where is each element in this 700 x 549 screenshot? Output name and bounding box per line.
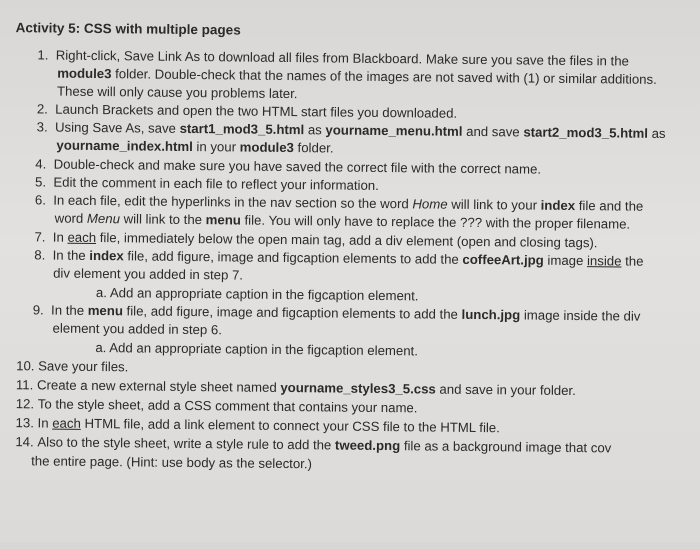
item-1-line-1: 1. Right-click, Save Link As to download all files from Blackboard. Make sure you save the files in the xyxy=(37,47,630,69)
item-6-line-2: word Menu will link to the menu file. You will only have to replace the ??? with the proper filename. xyxy=(54,210,631,232)
item-13: 13. In each HTML file, add a link element to connect your CSS file to the HTML file. xyxy=(15,415,500,436)
item-8-sub-a: a. Add an appropriate caption in the figcaption element. xyxy=(95,285,419,304)
item-14-line-2: the entire page. (Hint: use body as the selector.) xyxy=(31,453,313,472)
item-12: 12. To the style sheet, add a CSS comment that contains your name. xyxy=(15,396,418,416)
item-9-line-2: element you added in step 6. xyxy=(52,320,222,338)
item-4: 4. Double-check and make sure you have saved the correct file with the correct name. xyxy=(35,156,542,177)
item-9-line-1: 9. In the menu file, add figure, image and figcaption elements to add the lunch.jpg image inside the div xyxy=(32,302,641,324)
activity-title: Activity 5: CSS with multiple pages xyxy=(15,20,241,38)
item-11: 11. Create a new external style sheet named yourname_styles3_5.css and save in your folder. xyxy=(15,377,576,399)
item-3-line-2: yourname_index.html in your module3 folder. xyxy=(56,137,334,156)
item-8-line-2: div element you added in step 7. xyxy=(53,265,244,283)
item-2: 2. Launch Brackets and open the two HTML start files you downloaded. xyxy=(36,101,458,121)
item-5: 5. Edit the comment in each file to reflect your information. xyxy=(35,174,379,193)
item-6-line-1: 6. In each file, edit the hyperlinks in the nav section so the word Home will link to your index file and the xyxy=(34,192,644,214)
item-14-line-1: 14. Also to the style sheet, write a style rule to add the tweed.png file as a background image that cov xyxy=(15,434,612,456)
item-1-line-2: module3 folder. Double-check that the names of the images are not saved with (1) or similar additions. xyxy=(57,65,657,87)
item-7: 7. In each file, immediately below the open main tag, add a div element (open and closing tags). xyxy=(34,229,598,251)
item-8-line-1: 8. In the index file, add figure, image and figcaption elements to add the coffeeArt.jpg image inside the xyxy=(34,247,644,269)
item-9-sub-a: a. Add an appropriate caption in the figcaption element. xyxy=(95,340,419,359)
item-1-line-3: These will only cause you problems later. xyxy=(56,83,298,102)
item-10: 10. Save your files. xyxy=(16,358,129,375)
item-3-line-1: 3. Using Save As, save start1_mod3_5.html as yourname_menu.html and save start2_mod3_5.html as xyxy=(36,119,666,141)
